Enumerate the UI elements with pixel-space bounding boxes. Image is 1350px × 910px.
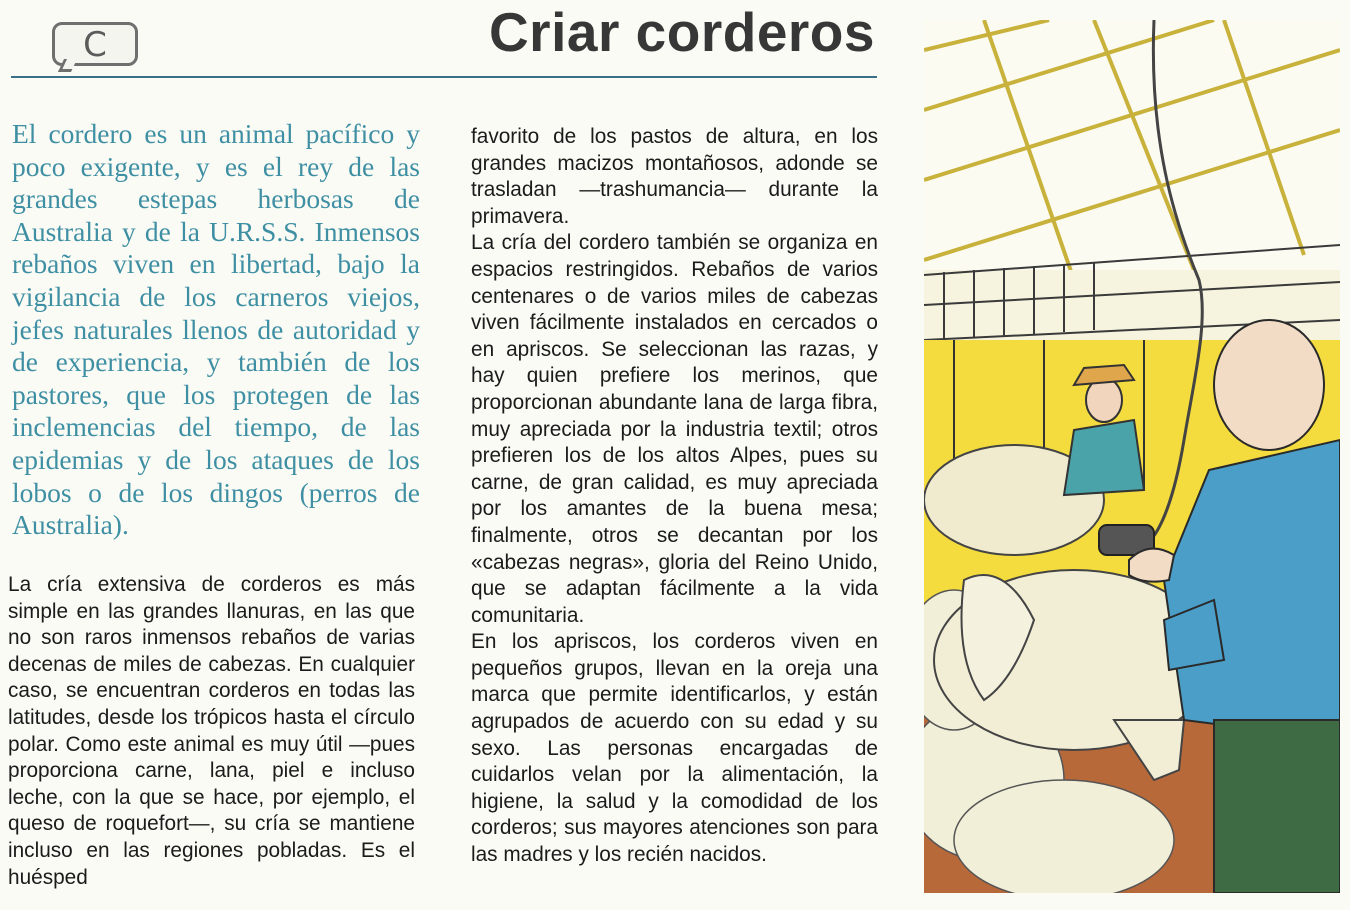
sheep-shearing-illustration — [924, 20, 1340, 893]
column-1-text: La cría extensiva de corderos es más simple en las grandes llanuras, en las que no son raros inmensos rebaños de varias decenas de miles de cabezas. En cualquier caso, se encuentran corderos en todas las latitudes, desde los trópicos hasta el círculo polar. Como este animal es muy útil —pues proporciona carne, lana, piel e incluso leche, con la que se hace, por ejemplo, el queso de roquefort—, su cría se mantiene incluso en las regiones pobladas. Es el huésped — [8, 573, 415, 889]
column-2-paragraph-2: La cría del cordero también se organiza en espacios restringidos. Rebaños de varios centenares o de varios miles de cabezas viven fácilmente instalados en cercados o en apriscos. Se seleccionan las razas, y hay quien prefiere los merinos, que proporcionan abundante lana de larga fibra, muy apreciada por la industria textil; otros prefieren los de los altos Alpes, pues su carne, de gran calidad, es muy apreciada por los amantes de la buena mesa; finalmente, otros se decantan por los «cabezas negras», gloria del Reino Unido, que se adaptan fácilmente a la vida comunitaria. — [471, 231, 878, 627]
section-badge — [52, 22, 138, 66]
section-letter: C — [83, 25, 107, 65]
intro-paragraph: El cordero es un animal pacífico y poco exigente, y es el rey de las grandes estepas herbosas de Australia y de la U.R.S.S. Inmensos rebaños viven en libertad, bajo la vigilancia de los carneros viejos, jefes naturales llenos de autoridad y de experiencia, y también de los pastores, que los protegen de las inclemencias del tiempo, de las epidemias y de los ataques de los lobos o de los dingos (perros de Australia). — [12, 118, 420, 541]
page-title: Criar corderos — [488, 1, 875, 63]
title-rule — [11, 76, 877, 78]
column-2-paragraph-3: En los apriscos, los corderos viven en pequeños grupos, llevan en la oreja una marca que permite identificarlos, y están agrupados de acuerdo con su edad y su sexo. Las personas encargadas de cuidarlos velan por la alimentación, la higiene, la salud y la comodidad de los corderos; sus mayores atenciones son para las madres y los recién nacidos. — [471, 630, 878, 867]
column-2-paragraph-1: favorito de los pastos de altura, en los grandes macizos montañosos, adonde se trasladan —trashumancia— durante la primavera. — [471, 125, 878, 228]
column-2 — [471, 124, 878, 869]
